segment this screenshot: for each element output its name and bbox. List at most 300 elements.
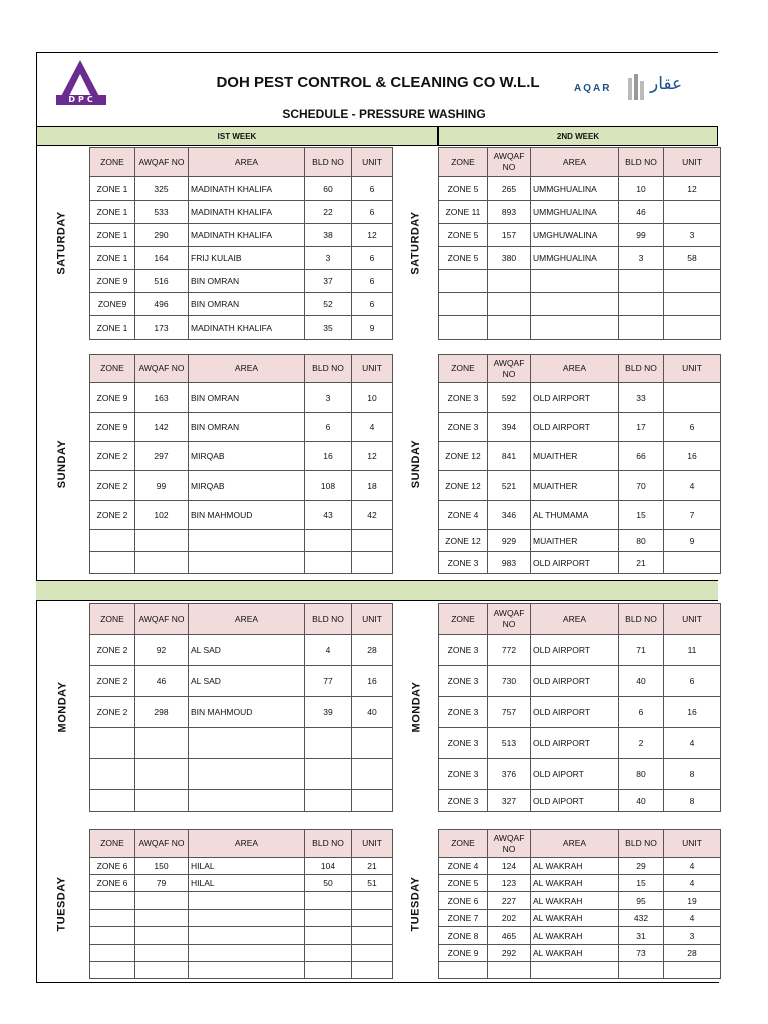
table-row (90, 910, 393, 927)
area-cell: MADINATH KHALIFA (189, 224, 305, 247)
zone-cell: ZONE 2 (90, 442, 135, 471)
unit-cell: 40 (352, 697, 393, 728)
awqaf-cell: 157 (488, 224, 531, 247)
zone-cell: ZONE 12 (439, 442, 488, 471)
zone-cell: ZONE 12 (439, 530, 488, 552)
awqaf-cell: 893 (488, 201, 531, 224)
awqaf-cell: 841 (488, 442, 531, 471)
zone-cell: ZONE 1 (90, 177, 135, 201)
zone-cell: ZONE 7 (439, 910, 488, 927)
table-row (439, 471, 721, 501)
awqaf-cell: 227 (488, 892, 531, 910)
area-cell: AL WAKRAH (531, 858, 619, 875)
column-header-unit: UNIT (664, 604, 721, 635)
zone-cell (439, 316, 488, 340)
schedule-title: SCHEDULE - PRESSURE WASHING (282, 107, 486, 121)
bld-cell: 3 (619, 247, 664, 270)
awqaf-cell: 292 (488, 945, 531, 962)
zone-cell (90, 910, 135, 927)
column-header-unit: UNIT (664, 148, 721, 177)
bld-cell: 80 (619, 759, 664, 790)
table-row (90, 666, 393, 697)
column-header-bld: BLD NO (305, 604, 352, 635)
unit-cell (352, 962, 393, 979)
column-header-bld: BLD NO (305, 355, 352, 383)
area-cell: BIN OMRAN (189, 293, 305, 316)
bld-cell: 104 (305, 858, 352, 875)
table-row (90, 383, 393, 413)
unit-cell: 3 (664, 224, 721, 247)
area-cell: FRIJ KULAIB (189, 247, 305, 270)
unit-cell (352, 945, 393, 962)
awqaf-cell: 150 (135, 858, 189, 875)
unit-cell (352, 759, 393, 790)
table-row (439, 635, 721, 666)
area-cell: HILAL (189, 858, 305, 875)
awqaf-cell (488, 962, 531, 979)
table-row (90, 552, 393, 574)
table-row (90, 962, 393, 979)
column-header-area: AREA (531, 604, 619, 635)
zone-cell: ZONE 3 (439, 759, 488, 790)
day-name: TUESDAY (56, 875, 68, 932)
unit-cell: 12 (352, 224, 393, 247)
column-header-unit: UNIT (664, 830, 721, 858)
area-cell: BIN OMRAN (189, 270, 305, 293)
area-cell (531, 316, 619, 340)
bld-cell (305, 910, 352, 927)
awqaf-cell: 346 (488, 501, 531, 530)
area-cell (189, 728, 305, 759)
unit-cell: 4 (664, 728, 721, 759)
table-row (439, 552, 721, 574)
bld-cell: 80 (619, 530, 664, 552)
zone-cell (90, 728, 135, 759)
column-header-bld: BLD NO (305, 830, 352, 858)
bld-cell: 40 (619, 790, 664, 812)
table-row (90, 790, 393, 812)
area-cell (189, 530, 305, 552)
column-header-unit: UNIT (352, 830, 393, 858)
unit-cell: 3 (664, 927, 721, 945)
awqaf-cell: 164 (135, 247, 189, 270)
unit-cell: 16 (664, 442, 721, 471)
area-cell (189, 892, 305, 910)
unit-cell: 6 (664, 666, 721, 697)
area-cell: OLD AIRPORT (531, 728, 619, 759)
column-header-awqaf: AWQAF NO (488, 148, 531, 177)
zone-cell: ZONE 5 (439, 224, 488, 247)
area-cell: BIN MAHMOUD (189, 697, 305, 728)
bld-cell: 66 (619, 442, 664, 471)
unit-cell: 4 (352, 413, 393, 442)
area-cell (531, 293, 619, 316)
week2-header: 2ND WEEK (438, 126, 718, 146)
zone-cell: ZONE 6 (90, 875, 135, 892)
column-header-bld: BLD NO (619, 604, 664, 635)
awqaf-cell: 99 (135, 471, 189, 501)
bld-cell: 52 (305, 293, 352, 316)
area-cell: OLD AIRPORT (531, 413, 619, 442)
column-header-area: AREA (189, 604, 305, 635)
zone-cell: ZONE 5 (439, 177, 488, 201)
bld-cell (619, 316, 664, 340)
awqaf-cell: 102 (135, 501, 189, 530)
unit-cell: 19 (664, 892, 721, 910)
table-row (439, 728, 721, 759)
awqaf-cell (135, 945, 189, 962)
unit-cell: 9 (664, 530, 721, 552)
area-cell: MADINATH KHALIFA (189, 316, 305, 340)
zone-cell: ZONE 9 (90, 383, 135, 413)
unit-cell (664, 552, 721, 574)
zone-cell (90, 530, 135, 552)
unit-cell: 4 (664, 875, 721, 892)
table-row (439, 442, 721, 471)
area-cell: UMMGHUALINA (531, 247, 619, 270)
aqar-logo-text: AQAR (574, 83, 612, 94)
table-row (90, 316, 393, 340)
area-cell (531, 270, 619, 293)
column-header-zone: ZONE (439, 604, 488, 635)
unit-cell: 6 (352, 270, 393, 293)
days.2.week1-table (89, 603, 393, 812)
zone-cell: ZONE 6 (439, 892, 488, 910)
awqaf-cell (135, 759, 189, 790)
unit-cell: 4 (664, 471, 721, 501)
day-label-week1 (50, 829, 74, 978)
unit-cell (352, 728, 393, 759)
zone-cell: ZONE 6 (90, 858, 135, 875)
area-cell (189, 927, 305, 945)
unit-cell: 8 (664, 790, 721, 812)
area-cell: AL SAD (189, 635, 305, 666)
day-label-week1 (50, 147, 74, 339)
zone-cell: ZONE 4 (439, 501, 488, 530)
bld-cell: 22 (305, 201, 352, 224)
awqaf-cell (488, 293, 531, 316)
bld-cell: 60 (305, 177, 352, 201)
table-row (90, 875, 393, 892)
awqaf-cell: 376 (488, 759, 531, 790)
table-header-row (439, 830, 721, 858)
area-cell: AL WAKRAH (531, 945, 619, 962)
bld-cell (305, 962, 352, 979)
area-cell: AL THUMAMA (531, 501, 619, 530)
table-row (90, 858, 393, 875)
table-row (439, 910, 721, 927)
bld-cell (305, 530, 352, 552)
area-cell (189, 759, 305, 790)
area-cell: MUAITHER (531, 471, 619, 501)
awqaf-cell: 983 (488, 552, 531, 574)
awqaf-cell (135, 790, 189, 812)
zone-cell: ZONE9 (90, 293, 135, 316)
bld-cell: 6 (305, 413, 352, 442)
column-header-zone: ZONE (90, 830, 135, 858)
unit-cell: 4 (664, 858, 721, 875)
awqaf-cell: 592 (488, 383, 531, 413)
unit-cell: 16 (352, 666, 393, 697)
awqaf-cell (488, 270, 531, 293)
table-row (90, 501, 393, 530)
bld-cell: 39 (305, 697, 352, 728)
area-cell: BIN MAHMOUD (189, 501, 305, 530)
unit-cell: 8 (664, 759, 721, 790)
table-row (90, 201, 393, 224)
table-row (90, 927, 393, 945)
unit-cell (664, 383, 721, 413)
table-row (90, 728, 393, 759)
bld-cell: 71 (619, 635, 664, 666)
awqaf-cell: 123 (488, 875, 531, 892)
unit-cell: 51 (352, 875, 393, 892)
column-header-area: AREA (189, 830, 305, 858)
awqaf-cell (135, 728, 189, 759)
table-header-row (439, 355, 721, 383)
unit-cell: 11 (664, 635, 721, 666)
day-name: SATURDAY (410, 211, 423, 275)
day-name: SATURDAY (56, 211, 69, 275)
unit-cell (664, 293, 721, 316)
area-cell (189, 790, 305, 812)
unit-cell: 28 (352, 635, 393, 666)
zone-cell: ZONE 1 (90, 316, 135, 340)
awqaf-cell (135, 892, 189, 910)
table-row (439, 201, 721, 224)
column-header-zone: ZONE (439, 148, 488, 177)
zone-cell: ZONE 3 (439, 552, 488, 574)
unit-cell: 18 (352, 471, 393, 501)
day-name: MONDAY (410, 681, 423, 733)
days.0.week2-table (438, 147, 721, 340)
days.3.week1-table (89, 829, 393, 979)
area-cell (189, 552, 305, 574)
area-cell (531, 962, 619, 979)
table-row (90, 224, 393, 247)
zone-cell: ZONE 2 (90, 501, 135, 530)
awqaf-cell: 380 (488, 247, 531, 270)
unit-cell: 6 (352, 293, 393, 316)
column-header-unit: UNIT (664, 355, 721, 383)
bld-cell: 432 (619, 910, 664, 927)
zone-cell (90, 892, 135, 910)
zone-cell: ZONE 3 (439, 790, 488, 812)
table-row (439, 759, 721, 790)
awqaf-cell: 757 (488, 697, 531, 728)
area-cell: MUAITHER (531, 530, 619, 552)
column-header-unit: UNIT (352, 355, 393, 383)
days.0.week1-table (89, 147, 393, 340)
awqaf-cell: 929 (488, 530, 531, 552)
unit-cell: 58 (664, 247, 721, 270)
column-header-unit: UNIT (352, 148, 393, 177)
area-cell: MADINATH KHALIFA (189, 177, 305, 201)
awqaf-cell: 124 (488, 858, 531, 875)
area-cell (189, 945, 305, 962)
area-cell: UMMGHUALINA (531, 177, 619, 201)
bld-cell: 31 (619, 927, 664, 945)
column-header-awqaf: AWQAF NO (488, 830, 531, 858)
bld-cell (305, 945, 352, 962)
column-header-zone: ZONE (90, 355, 135, 383)
table-row (90, 293, 393, 316)
bld-cell: 17 (619, 413, 664, 442)
table-row (439, 316, 721, 340)
column-header-zone: ZONE (439, 355, 488, 383)
unit-cell (352, 927, 393, 945)
bld-cell: 50 (305, 875, 352, 892)
days.3.week2-table (438, 829, 721, 979)
table-row (439, 875, 721, 892)
table-row (439, 501, 721, 530)
bld-cell: 73 (619, 945, 664, 962)
day-label-week2 (404, 829, 428, 978)
area-cell: AL SAD (189, 666, 305, 697)
area-cell: OLD AIPORT (531, 790, 619, 812)
table-row (439, 927, 721, 945)
unit-cell: 4 (664, 910, 721, 927)
bld-cell: 2 (619, 728, 664, 759)
area-cell: UMMGHUALINA (531, 201, 619, 224)
unit-cell: 6 (352, 247, 393, 270)
table-header-row (439, 604, 721, 635)
column-header-area: AREA (531, 148, 619, 177)
table-row (439, 383, 721, 413)
zone-cell: ZONE 9 (439, 945, 488, 962)
table-row (90, 471, 393, 501)
unit-cell: 10 (352, 383, 393, 413)
table-header-row (90, 830, 393, 858)
awqaf-cell: 297 (135, 442, 189, 471)
awqaf-cell: 730 (488, 666, 531, 697)
column-header-bld: BLD NO (619, 148, 664, 177)
aqar-logo-arabic: عقار (650, 74, 683, 94)
area-cell: OLD AIRPORT (531, 552, 619, 574)
table-header-row (439, 148, 721, 177)
bld-cell (305, 759, 352, 790)
unit-cell (664, 270, 721, 293)
day-label-week1 (50, 603, 74, 811)
day-name: SUNDAY (410, 439, 423, 488)
week1-header: IST WEEK (36, 126, 438, 146)
bld-cell: 16 (305, 442, 352, 471)
table-row (439, 858, 721, 875)
area-cell (189, 962, 305, 979)
awqaf-cell: 327 (488, 790, 531, 812)
awqaf-cell: 79 (135, 875, 189, 892)
bld-cell: 40 (619, 666, 664, 697)
table-header-row (90, 148, 393, 177)
bld-cell: 99 (619, 224, 664, 247)
table-row (90, 270, 393, 293)
bld-cell: 21 (619, 552, 664, 574)
area-cell: OLD AIPORT (531, 759, 619, 790)
table-row (439, 177, 721, 201)
column-header-zone: ZONE (90, 604, 135, 635)
area-cell: BIN OMRAN (189, 383, 305, 413)
column-header-awqaf: AWQAF NO (135, 830, 189, 858)
zone-cell (90, 927, 135, 945)
days.2.week2-table (438, 603, 721, 812)
area-cell: MIRQAB (189, 442, 305, 471)
days.1.week1-table (89, 354, 393, 574)
awqaf-cell (135, 552, 189, 574)
awqaf-cell: 516 (135, 270, 189, 293)
zone-cell: ZONE 9 (90, 413, 135, 442)
zone-cell: ZONE 4 (439, 858, 488, 875)
day-label-week2 (404, 147, 428, 339)
awqaf-cell: 772 (488, 635, 531, 666)
unit-cell (352, 790, 393, 812)
table-row (90, 892, 393, 910)
zone-cell: ZONE 1 (90, 247, 135, 270)
table-header-row (90, 604, 393, 635)
table-row (90, 945, 393, 962)
zone-cell: ZONE 3 (439, 413, 488, 442)
bld-cell (305, 728, 352, 759)
area-cell: AL WAKRAH (531, 910, 619, 927)
bld-cell: 15 (619, 875, 664, 892)
zone-cell: ZONE 3 (439, 728, 488, 759)
zone-cell: ZONE 5 (439, 247, 488, 270)
awqaf-cell: 265 (488, 177, 531, 201)
table-row (90, 247, 393, 270)
awqaf-cell: 521 (488, 471, 531, 501)
awqaf-cell: 465 (488, 927, 531, 945)
unit-cell (352, 530, 393, 552)
bld-cell: 3 (305, 383, 352, 413)
table-row (439, 666, 721, 697)
bld-cell (305, 790, 352, 812)
table-row (90, 759, 393, 790)
table-row (90, 530, 393, 552)
awqaf-cell: 46 (135, 666, 189, 697)
awqaf-cell: 92 (135, 635, 189, 666)
column-header-area: AREA (531, 355, 619, 383)
table-row (439, 413, 721, 442)
bld-cell: 3 (305, 247, 352, 270)
area-cell: OLD AIRPORT (531, 635, 619, 666)
bld-cell: 35 (305, 316, 352, 340)
unit-cell: 42 (352, 501, 393, 530)
area-cell: MIRQAB (189, 471, 305, 501)
column-header-bld: BLD NO (619, 355, 664, 383)
zone-cell (439, 270, 488, 293)
area-cell: MADINATH KHALIFA (189, 201, 305, 224)
awqaf-cell: 202 (488, 910, 531, 927)
unit-cell: 6 (352, 177, 393, 201)
awqaf-cell: 325 (135, 177, 189, 201)
awqaf-cell: 394 (488, 413, 531, 442)
unit-cell: 12 (664, 177, 721, 201)
table-row (439, 270, 721, 293)
area-cell: MUAITHER (531, 442, 619, 471)
table-row (439, 247, 721, 270)
bld-cell: 10 (619, 177, 664, 201)
column-header-awqaf: AWQAF NO (135, 604, 189, 635)
zone-cell: ZONE 1 (90, 201, 135, 224)
day-label-week2 (404, 354, 428, 573)
bld-cell: 6 (619, 697, 664, 728)
column-header-area: AREA (189, 355, 305, 383)
column-header-awqaf: AWQAF NO (135, 148, 189, 177)
day-name: TUESDAY (410, 875, 422, 932)
awqaf-cell: 496 (135, 293, 189, 316)
column-header-awqaf: AWQAF NO (488, 604, 531, 635)
column-header-unit: UNIT (352, 604, 393, 635)
unit-cell (664, 201, 721, 224)
